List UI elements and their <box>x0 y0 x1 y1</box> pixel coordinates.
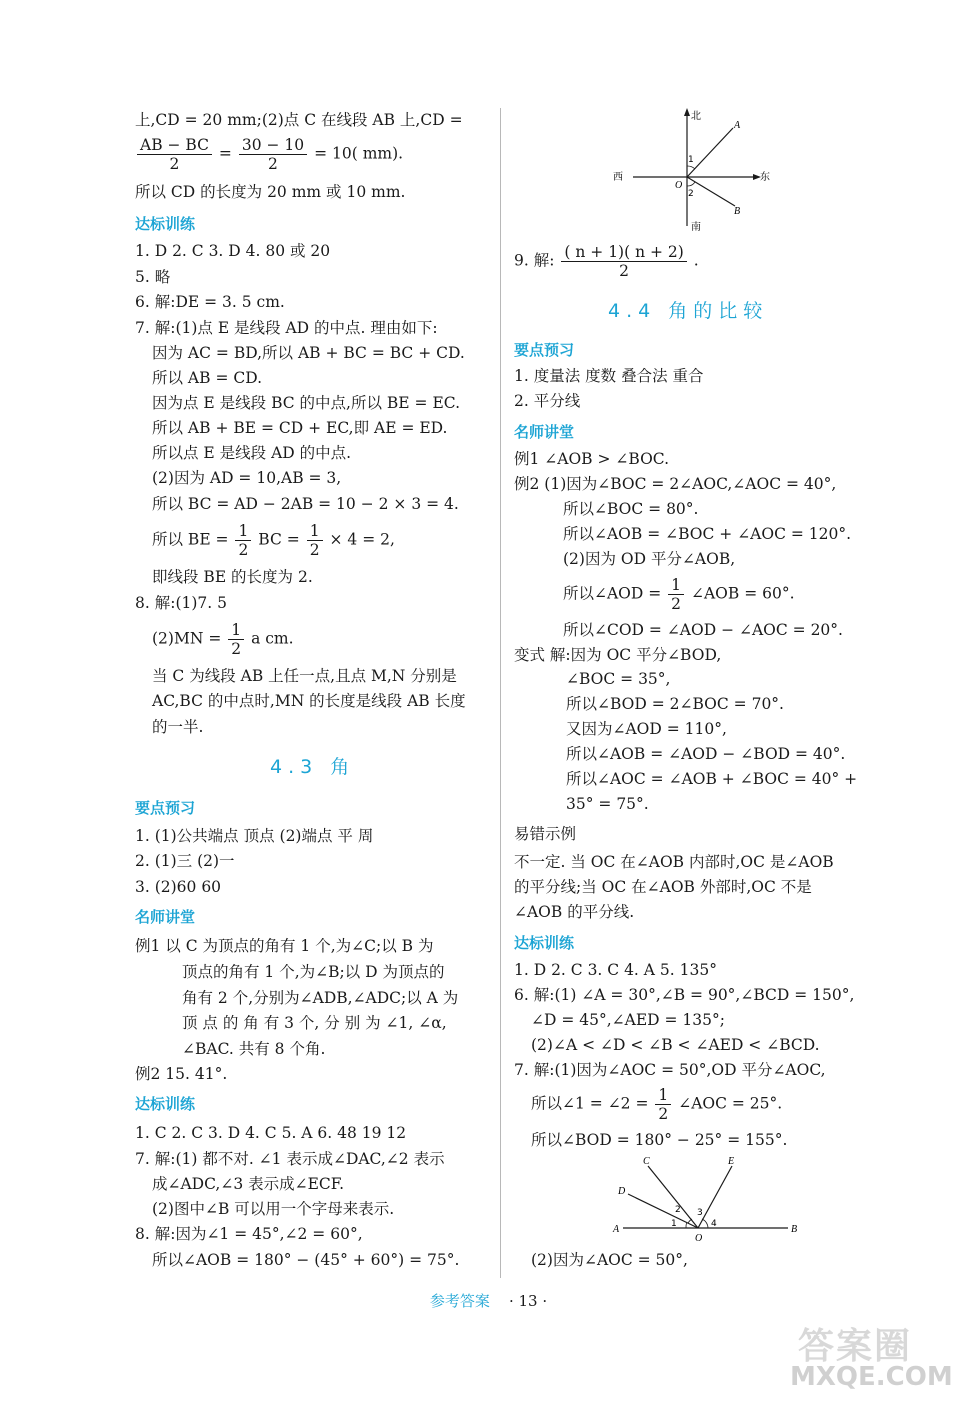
answer-line: (2)图中∠B 可以用一个字母来表示. <box>152 1200 395 1218</box>
fraction-line: (2)MN = $\frac{1}{2}$ a cm. <box>152 621 294 658</box>
answer-line: 1. D 2. C 3. D 4. 80 或 20 <box>135 242 331 260</box>
fraction-line: 9. 解: $\frac{( n + 1)( n + 2)}{2}$ . <box>514 243 699 280</box>
answer-line: 8. 解:因为∠1 = 45°,∠2 = 60°, <box>135 1225 363 1243</box>
answer-line: 35° = 75°. <box>566 795 649 813</box>
point-d-label: D <box>618 1186 626 1197</box>
fraction: $\frac{1}{2}$ <box>655 1086 671 1123</box>
answer-line: (2)因为 OD 平分∠AOB, <box>563 550 736 568</box>
answer-line: 所以∠BOD = 2∠BOC = 70°. <box>566 695 784 713</box>
answer-line: 1. 度量法 度数 叠合法 重合 <box>514 367 704 385</box>
east-label: 东 <box>760 172 770 183</box>
fraction: $\frac{1}{2}$ <box>228 621 244 658</box>
answer-line: 所以 AB + BE = CD + EC,即 AE = ED. <box>152 419 448 437</box>
answer-line: 所以∠BOD = 180° − 25° = 155°. <box>531 1131 788 1149</box>
answer-line: 因为点 E 是线段 BC 的中点,所以 BE = EC. <box>152 394 461 412</box>
answer-line: 7. 解:(1)因为∠AOC = 50°,OD 平分∠AOC, <box>514 1061 826 1079</box>
answer-line: 7. 解:(1)点 E 是线段 AD 的中点. 理由如下: <box>135 319 438 337</box>
answer-line: (2)∠A < ∠D < ∠B < ∠AED < ∠BCD. <box>531 1036 820 1054</box>
answer-line: 即线段 BE 的长度为 2. <box>152 568 313 586</box>
section-heading: 达标训练 <box>135 215 196 233</box>
section-heading: 要点预习 <box>135 799 196 817</box>
section-heading: 要点预习 <box>514 341 575 359</box>
subheading: 易错示例 <box>514 825 577 843</box>
point-b-label: B <box>791 1224 798 1235</box>
answer-line: 所以 BC = AD − 2AB = 10 − 2 × 3 = 4. <box>152 495 459 513</box>
answer-line: 顶点的角有 1 个,为∠B;以 D 为顶点的 <box>182 963 445 981</box>
point-a-label: A <box>734 120 741 131</box>
angle-4-label: 4 <box>711 1219 717 1229</box>
answer-line: 3. (2)60 60 <box>135 878 222 896</box>
angle-2-label: 2 <box>675 1205 681 1215</box>
answer-line: 不一定. 当 OC 在∠AOB 内部时,OC 是∠AOB <box>514 853 834 871</box>
fraction: $\frac{AB - BC}{2}$ <box>137 136 212 173</box>
answer-line: 8. 解:(1)7. 5 <box>135 594 227 612</box>
fraction-line: 所以∠AOD = $\frac{1}{2}$ ∠AOB = 60°. <box>563 576 795 613</box>
answer-line: 例1 以 C 为顶点的角有 1 个,为∠C;以 B 为 <box>135 937 434 955</box>
answer-line: 所以∠AOB = ∠BOC + ∠AOC = 120°. <box>563 525 852 543</box>
answer-line: AC,BC 的中点时,MN 的长度是线段 AB 长度 <box>152 692 466 710</box>
answer-line: 所以∠AOC = ∠AOB + ∠BOC = 40° + <box>566 770 858 788</box>
answer-line: ∠D = 45°,∠AED = 135°; <box>531 1011 725 1029</box>
answer-line: 角有 2 个,分别为∠ADB,∠ADC;以 A 为 <box>182 989 459 1007</box>
answer-line: 所以点 E 是线段 AD 的中点. <box>152 444 352 462</box>
watermark-url: MXQE.COM <box>790 1362 953 1392</box>
page-footer <box>0 1290 977 1311</box>
answer-line: 所以 AB = CD. <box>152 369 263 387</box>
text-line: 所以 CD 的长度为 20 mm 或 10 mm. <box>135 183 406 201</box>
answer-line: ∠AOB 的平分线. <box>514 903 635 921</box>
answer-line: 成∠ADC,∠3 表示成∠ECF. <box>152 1175 345 1193</box>
section-title: 4.4 角的比较 <box>608 300 769 322</box>
section-title: 4.3 角 <box>270 756 356 778</box>
angle-figure <box>608 1152 808 1244</box>
north-label: 北 <box>691 111 701 122</box>
answer-line: 6. 解:DE = 3. 5 cm. <box>135 293 285 311</box>
footer-label: 参考答案 <box>429 1292 490 1310</box>
answer-line: 例2 15. 41°. <box>135 1065 228 1083</box>
answer-line: 1. D 2. C 3. C 4. A 5. 135° <box>514 961 717 979</box>
answer-line: 的平分线;当 OC 在∠AOB 外部时,OC 不是 <box>514 878 812 896</box>
point-b-label: B <box>734 206 741 217</box>
fraction: $\frac{1}{2}$ <box>307 522 323 559</box>
answer-line: 当 C 为线段 AB 上任一点,且点 M,N 分别是 <box>152 667 457 685</box>
answer-line: (2)因为∠AOC = 50°, <box>531 1251 688 1269</box>
fraction: $\frac{30 - 10}{2}$ <box>239 136 307 173</box>
answer-line: 2. 平分线 <box>514 392 581 410</box>
point-e-label: E <box>728 1156 735 1167</box>
fraction-line: 所以 BE = $\frac{1}{2}$ BC = $\frac{1}{2}$ × 4 = 2, <box>152 522 395 559</box>
angle-1-label: 1 <box>688 155 694 165</box>
answer-line: 5. 略 <box>135 268 171 286</box>
answer-line: 6. 解:(1) ∠A = 30°,∠B = 90°,∠BCD = 150°, <box>514 986 855 1004</box>
angle-3-label: 3 <box>697 1208 703 1218</box>
fraction-line: $\frac{AB - BC}{2}$ = $\frac{30 - 10}{2}$ = 10( mm). <box>135 136 403 173</box>
answer-line: 顶 点 的 角 有 3 个, 分 别 为 ∠1, ∠α, <box>182 1014 447 1032</box>
answer-line: 所以∠COD = ∠AOD − ∠AOC = 20°. <box>563 621 843 639</box>
fraction: $\frac{1}{2}$ <box>668 576 684 613</box>
west-label: 西 <box>613 172 623 183</box>
answer-line: 所以∠AOB = ∠AOD − ∠BOD = 40°. <box>566 745 846 763</box>
answer-line: ∠BAC. 共有 8 个角. <box>182 1040 326 1058</box>
answer-line: 1. C 2. C 3. D 4. C 5. A 6. 48 19 12 <box>135 1124 407 1142</box>
point-c-label: C <box>643 1156 650 1167</box>
answer-line: 所以∠AOB = 180° − (45° + 60°) = 75°. <box>152 1251 460 1269</box>
text-line: 上,CD = 20 mm;(2)点 C 在线段 AB 上,CD = <box>135 111 463 129</box>
answer-line: (2)因为 AD = 10,AB = 3, <box>152 469 342 487</box>
fraction: $\frac{1}{2}$ <box>235 522 251 559</box>
answer-line: 1. (1)公共端点 顶点 (2)端点 平 周 <box>135 827 374 845</box>
point-o-label: O <box>695 1233 703 1244</box>
point-a-label: A <box>613 1224 620 1235</box>
watermark <box>790 1318 970 1398</box>
answer-line: 因为 AC = BD,所以 AB + BC = BC + CD. <box>152 344 465 362</box>
section-heading: 达标训练 <box>135 1095 196 1113</box>
south-label: 南 <box>691 222 701 233</box>
answer-line: 又因为∠AOD = 110°, <box>566 720 727 738</box>
answer-line: 的一半. <box>152 718 204 736</box>
answer-line: 变式 解:因为 OC 平分∠BOD, <box>514 646 722 664</box>
answer-line: 2. (1)三 (2)一 <box>135 852 235 870</box>
fraction-line: 所以∠1 = ∠2 = $\frac{1}{2}$ ∠AOC = 25°. <box>531 1086 783 1123</box>
compass-diagram <box>605 104 775 234</box>
answer-line: 所以∠BOC = 80°. <box>563 500 699 518</box>
page-number: · 13 · <box>508 1292 548 1310</box>
answer-line: 例1 ∠AOB > ∠BOC. <box>514 450 670 468</box>
section-heading: 名师讲堂 <box>135 908 196 926</box>
section-heading: 达标训练 <box>514 934 575 952</box>
watermark-logo: 答案圈 <box>798 1326 913 1367</box>
angle-2-label: 2 <box>688 189 694 199</box>
column-divider <box>500 108 501 1278</box>
angle-1-label: 1 <box>671 1219 677 1229</box>
section-heading: 名师讲堂 <box>514 423 575 441</box>
answer-line: 例2 (1)因为∠BOC = 2∠AOC,∠AOC = 40°, <box>514 475 837 493</box>
answer-line: ∠BOC = 35°, <box>566 670 671 688</box>
point-o-label: O <box>675 180 683 191</box>
fraction: $\frac{( n + 1)( n + 2)}{2}$ <box>561 243 686 280</box>
answer-line: 7. 解:(1) 都不对. ∠1 表示成∠DAC,∠2 表示 <box>135 1150 445 1168</box>
